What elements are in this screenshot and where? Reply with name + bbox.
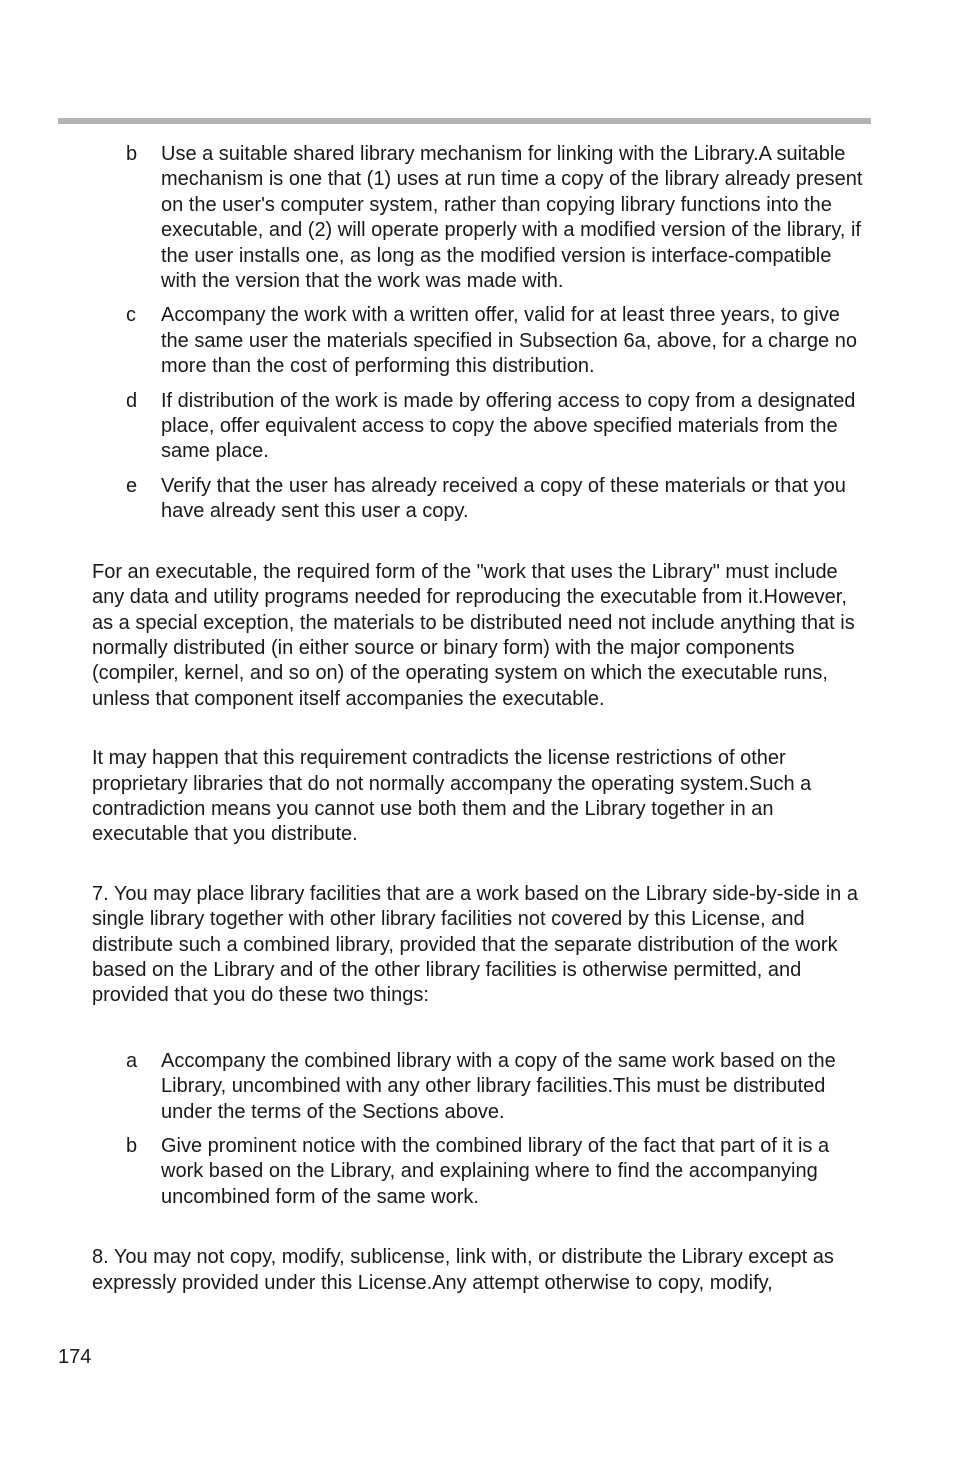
list-marker: a <box>126 1049 138 1072</box>
list-text: Accompany the work with a written offer, valid for at least three years, to give the same user the materials specified in Subsection 6a, above, for a charge no more than the cost of performing this distribution. <box>161 304 857 378</box>
paragraph-section-7: 7. You may place library facilities that are a work based on the Library side-by-side in a single library together with other library facilities not covered by this License, and distribute such a combined library, provided that the separate distribution of the work based on the Library and of the other library facilities is otherwise permitted, and provided that you do these two things: <box>92 882 858 1007</box>
page-number: 174 <box>58 1346 92 1368</box>
header-rule <box>58 118 871 124</box>
list-text: If distribution of the work is made by offering access to copy from a designated place, offer equivalent access to copy the above specified materials from the same place. <box>161 389 856 463</box>
paragraph-section-8: 8. You may not copy, modify, sublicense, link with, or distribute the Library except as expressly provided under this License.Any attempt otherwise to copy, modify, <box>92 1246 834 1294</box>
list-item-c <box>126 303 872 379</box>
paragraph-contradiction: It may happen that this requirement contradicts the license restrictions of other proprietary libraries that do not normally accompany the operating system.Such a contradiction means you cannot use both them and the Library together in an executable that you distribute. <box>92 747 812 846</box>
list-text: Give prominent notice with the combined library of the fact that part of it is a work based on the Library, and explaining where to find the accompanying uncombined form of the same work. <box>161 1135 830 1208</box>
list-text: Verify that the user has already received a copy of these materials or that you have already sent this user a copy. <box>161 474 846 523</box>
list-item-b-2 <box>126 1134 872 1210</box>
list-text: Use a suitable shared library mechanism for linking with the Library.A suitable mechanism is one that (1) uses at run time a copy of the library already present on the user's computer system, rather than copying library functions into the executable, and (2) will operate properly with a modified version of the library, if the user installs one, as long as the modified version is interface-compatible with the version that the work was made with. <box>161 143 863 293</box>
list-marker: d <box>126 389 138 412</box>
page-body <box>92 142 872 1296</box>
list-item-b <box>126 142 872 294</box>
list-marker: b <box>126 143 138 165</box>
paragraph-executable: For an executable, the required form of the "work that uses the Library" must include any data and utility programs needed for reproducing the executable from it.However, as a special exception, the materials to be distributed need not include anything that is normally distributed (in either source or binary form) with the major components (compiler, kernel, and so on) of the operating system on which the executable runs, unless that component itself accompanies the executable. <box>92 560 855 710</box>
list-item-e <box>126 474 872 525</box>
list-marker: e <box>126 474 138 497</box>
list-item-a <box>126 1049 872 1125</box>
list-text: Accompany the combined library with a copy of the same work based on the Library, uncombined with any other library facilities.This must be distributed under the terms of the Sections above. <box>161 1049 836 1123</box>
list-marker: b <box>126 1135 138 1157</box>
list-marker: c <box>126 304 136 327</box>
list-item-d <box>126 389 872 465</box>
